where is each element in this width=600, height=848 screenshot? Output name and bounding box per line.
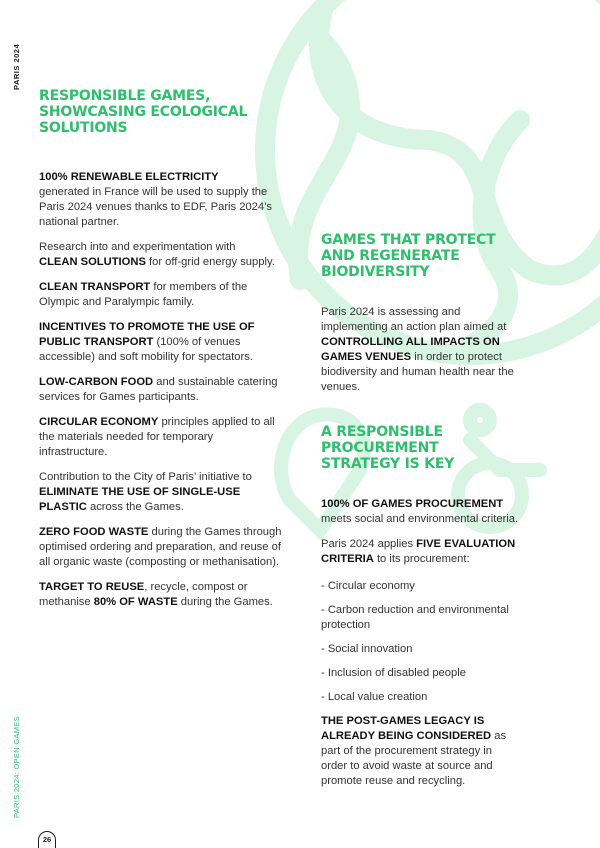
single-use-plastic-text: Contribution to the City of Paris’ initiative to <box>39 471 252 483</box>
renewable-electricity-paragraph <box>39 170 284 230</box>
clean-solutions-paragraph <box>39 240 284 270</box>
clean-transport-bold: CLEAN TRANSPORT <box>39 281 151 293</box>
criteria-item: - Circular economy <box>321 580 415 592</box>
criteria-intro-bold: FIVE EVALUATION CRITERIA <box>321 538 516 565</box>
low-carbon-food-paragraph <box>39 375 284 405</box>
biodiversity-heading-line: GAMES THAT PROTECT <box>321 232 496 248</box>
procurement-heading-line: PROCUREMENT <box>321 440 439 456</box>
legacy-text: as part of the procurement strategy in order to avoid waste at source and promote reuse and recycling. <box>321 730 507 787</box>
criteria-item: - Carbon reduction and environmental protection <box>321 604 509 631</box>
public-transport-bold: INCENTIVES TO PROMOTE THE USE OF PUBLIC TRANSPORT <box>39 321 255 348</box>
clean-transport-paragraph <box>39 280 284 310</box>
zero-food-waste-text: during the Games through optimised ordering and preparation, and reuse of all organic waste (composting or methanisation). <box>39 526 282 568</box>
biodiversity-text: Paris 2024 is assessing and implementing an action plan aimed at <box>321 306 507 333</box>
procurement-heading-line: STRATEGY IS KEY <box>321 456 455 472</box>
legacy-bold: THE POST-GAMES LEGACY IS ALREADY BEING CONSIDERED <box>321 715 492 742</box>
procurement-heading-line: A RESPONSIBLE <box>321 424 443 440</box>
procurement-bold: 100% OF GAMES PROCUREMENT <box>321 498 504 510</box>
public-transport-text: (100% of venues accessible) and soft mobility for spectators. <box>39 336 253 363</box>
circular-economy-text: principles applied to all the materials needed for temporary infrastructure. <box>39 416 275 458</box>
biodiversity-paragraph <box>321 305 521 395</box>
biodiversity-heading-line: BIODIVERSITY <box>321 264 430 280</box>
public-transport-paragraph <box>39 320 284 365</box>
biodiversity-heading-line: AND REGENERATE <box>321 248 460 264</box>
procurement-text: meets social and environmental criteria. <box>321 513 519 525</box>
procurement-paragraph <box>321 497 521 527</box>
single-use-plastic-paragraph <box>39 470 284 515</box>
target-reuse-text: , recycle, compost or methanise <box>39 581 248 608</box>
eighty-percent-bold: 80% OF WASTE <box>93 596 178 608</box>
low-carbon-food-text: and sustainable catering services for Games participants. <box>39 376 278 403</box>
procurement-heading <box>321 424 521 472</box>
left-heading-line: SOLUTIONS <box>39 120 128 136</box>
biodiversity-section <box>321 232 521 405</box>
footer-vertical-label: PARIS 2024: OPEN GAMES <box>12 716 21 818</box>
low-carbon-food-bold: LOW-CARBON FOOD <box>39 376 154 388</box>
criteria-intro-text2: to its procurement: <box>373 553 470 565</box>
criteria-item: - Local value creation <box>321 691 428 703</box>
circular-economy-bold: CIRCULAR ECONOMY <box>39 416 159 428</box>
zero-food-waste-paragraph <box>39 525 284 570</box>
biodiversity-bold: CONTROLLING ALL IMPACTS ON GAMES VENUES <box>321 336 500 363</box>
criteria-intro-paragraph <box>321 537 521 567</box>
procurement-section <box>321 424 521 799</box>
single-use-plastic-text2: across the Games. <box>86 501 184 513</box>
left-heading <box>39 88 284 136</box>
criteria-item: - Inclusion of disabled people <box>321 667 466 679</box>
clean-solutions-text: Research into and experimentation with <box>39 241 236 253</box>
biodiversity-text2: in order to protect biodiversity and human health near the venues. <box>321 351 514 393</box>
biodiversity-heading <box>321 232 521 280</box>
criteria-intro-text: Paris 2024 applies <box>321 538 417 550</box>
clean-solutions-text2: for off-grid energy supply. <box>145 256 275 268</box>
criteria-item: - Social innovation <box>321 643 413 655</box>
left-column <box>39 88 284 620</box>
header-vertical-label: PARIS 2024 <box>12 43 21 90</box>
page-number: 26 <box>38 831 56 848</box>
circular-economy-paragraph <box>39 415 284 460</box>
target-reuse-bold: TARGET TO REUSE <box>39 581 145 593</box>
target-reuse-paragraph <box>39 580 284 610</box>
clean-transport-text: for members of the Olympic and Paralympic family. <box>39 281 248 308</box>
target-reuse-text2: during the Games. <box>177 596 273 608</box>
zero-food-waste-bold: ZERO FOOD WASTE <box>39 526 149 538</box>
left-heading-line: SHOWCASING ECOLOGICAL <box>39 104 248 120</box>
single-use-plastic-bold: ELIMINATE THE USE OF SINGLE-USE PLASTIC <box>39 486 241 513</box>
clean-solutions-bold: CLEAN SOLUTIONS <box>39 256 146 268</box>
renewable-electricity-bold: 100% RENEWABLE ELECTRICITY <box>39 171 219 183</box>
renewable-electricity-text: generated in France will be used to supply the Paris 2024 venues thanks to EDF, Paris 2024’s national partner. <box>39 186 272 228</box>
legacy-paragraph <box>321 714 521 789</box>
left-heading-line: RESPONSIBLE GAMES, <box>39 88 211 104</box>
